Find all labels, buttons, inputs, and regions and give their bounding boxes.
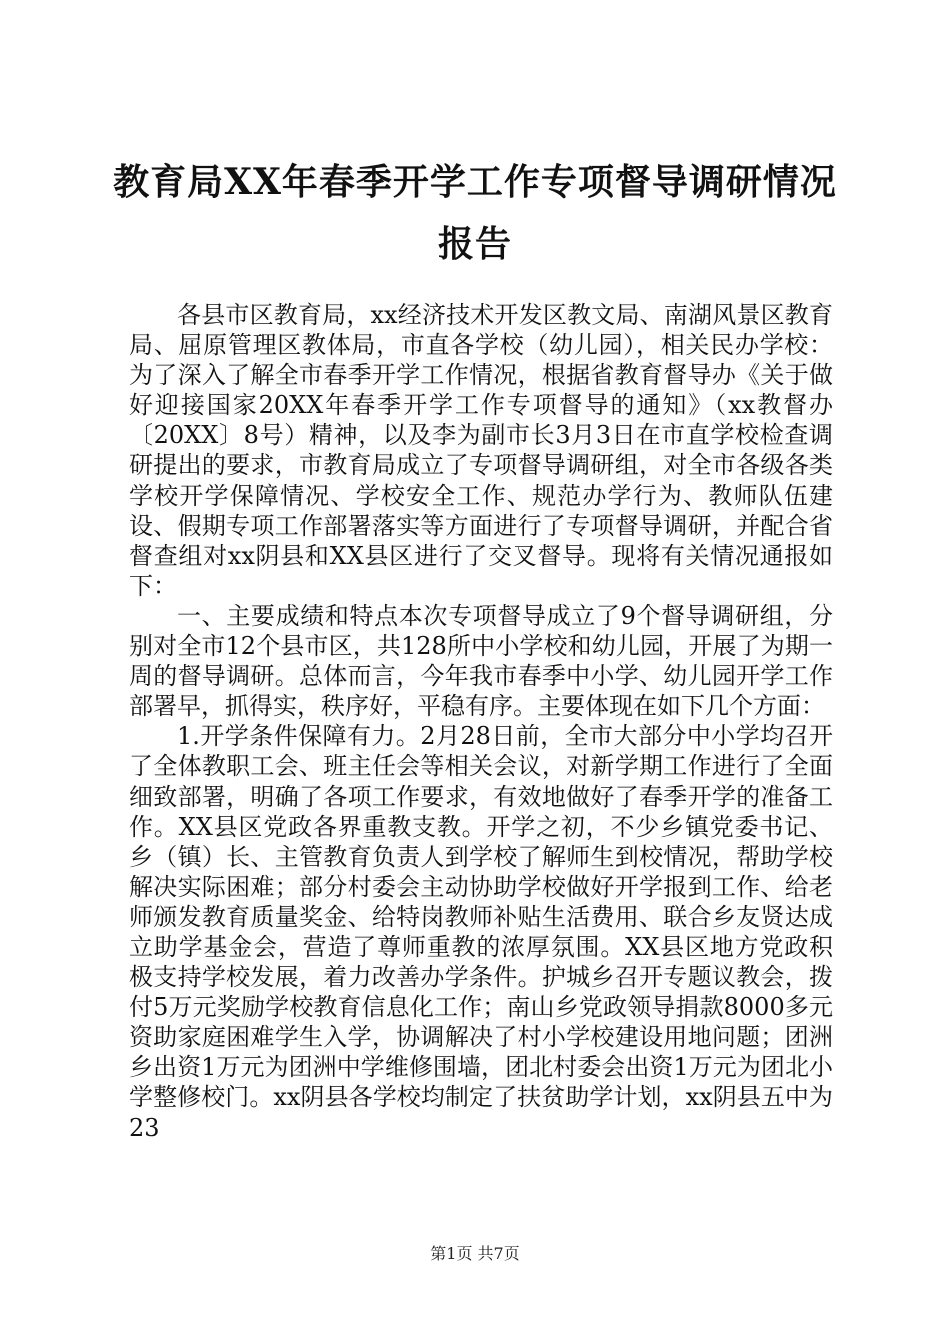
body-paragraph-item-one: 1.开学条件保障有力。2月28日前，全市大部分中小学均召开了全体教职工会、班主任会等相关会议，对新学期工作进行了全面细致部署，明确了各项工作要求，有效地做好了春季开学的准备工作。XX县区党政各界重教支教。开学之初，不少乡镇党委书记、乡（镇）长、主管教育负责人到学校了解师生到校情况，帮助学校解决实际困难；部分村委会主动协助学校做好开学报到工作、给老师颁发教育质量奖金、给特岗教师补贴生活费用、联合乡友贤达成立助学基金会，营造了尊师重教的浓厚氛围。XX县区地方党政积极支持学校发展，着力改善办学条件。护城乡召开专题议教会，拨付5万元奖励学校教育信息化工作；南山乡党政领导捐款8000多元资助家庭困难学生入学，协调解决了村小学校建设用地问题；团洲乡出资1万元为团洲中学维修围墙，团北村委会出资1万元为团北小学整修校门。xx阴县各学校均制定了扶贫助学计划，xx阴县五中为23 xyxy=(129,722,833,1142)
body-paragraph-section-one: 一、主要成绩和特点本次专项督导成立了9个督导调研组，分别对全市12个县市区，共128所中小学校和幼儿园，开展了为期一周的督导调研。总体而言，今年我市春季中小学、幼儿园开学工作部署早，抓得实，秩序好，平稳有序。主要体现在如下几个方面： xyxy=(129,601,833,721)
page-footer: 第1页 共7页 xyxy=(430,1244,520,1263)
document-body xyxy=(129,300,833,1143)
document-title-line-2: 报告 xyxy=(437,223,512,265)
document-title-line-1: 教育局XX年春季开学工作专项督导调研情况 xyxy=(113,161,837,203)
body-paragraph-intro: 各县市区教育局，xx经济技术开发区教文局、南湖风景区教育局、屈原管理区教体局，市直各学校（幼儿园），相关民办学校：为了深入了解全市春季开学工作情况，根据省教育督导办《关于做好迎接国家20XX年春季开学工作专项督导的通知》（xx教督办〔20XX〕8号）精神，以及李为副市长3月3日在市直学校检查调研提出的要求，市教育局成立了专项督导调研组，对全市各级各类学校开学保障情况、学校安全工作、规范办学行为、教师队伍建设、假期专项工作部署落实等方面进行了专项督导调研，并配合省督查组对xx阴县和XX县区进行了交叉督导。现将有关情况通报如下： xyxy=(129,301,833,600)
